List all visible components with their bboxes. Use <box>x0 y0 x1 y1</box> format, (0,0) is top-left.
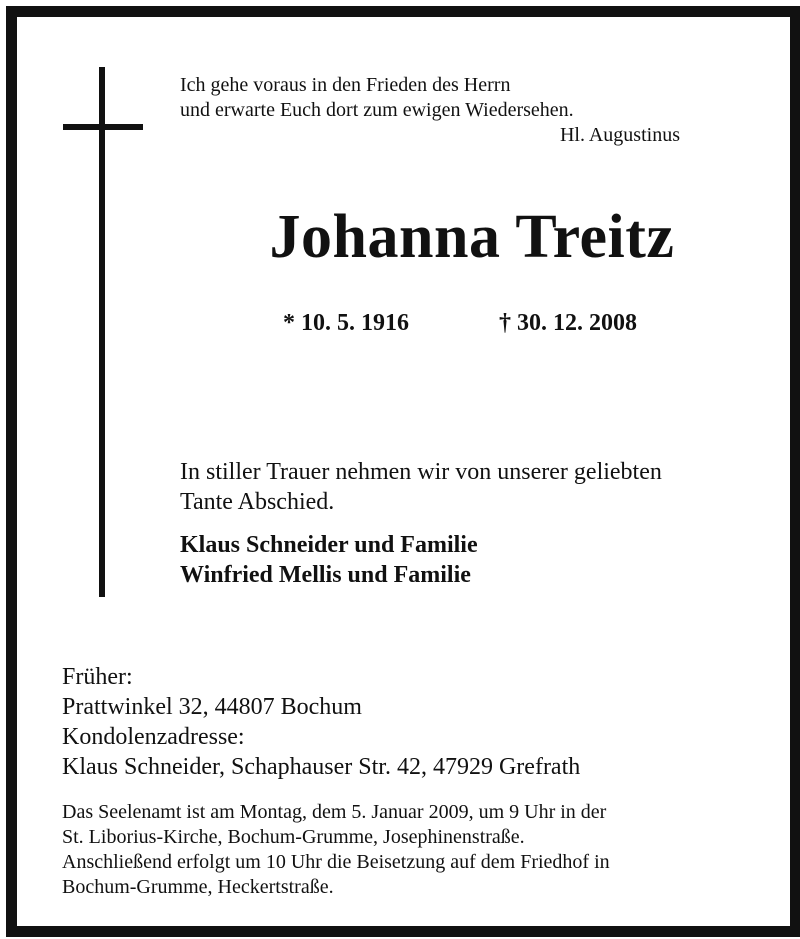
condolence-address: Klaus Schneider, Schaphauser Str. 42, 47929 Grefrath <box>62 754 581 780</box>
mourning-line-1: In stiller Trauer nehmen wir von unserer geliebten <box>180 459 662 485</box>
mourner: Winfried Mellis und Familie <box>180 562 471 588</box>
service-line-1: Das Seelenamt ist am Montag, dem 5. Januar 2009, um 9 Uhr in der <box>62 801 607 823</box>
obituary-frame <box>6 6 800 937</box>
service-line-3: Anschließend erfolgt um 10 Uhr die Beisetzung auf dem Friedhof in <box>62 851 610 873</box>
address-block <box>62 662 580 782</box>
mourners-list <box>180 530 478 590</box>
service-line-4: Bochum-Grumme, Heckertstraße. <box>62 876 334 898</box>
service-info <box>62 800 772 900</box>
quote-line-2: und erwarte Euch dort zum ewigen Wiedersehen. <box>180 99 574 121</box>
cross-icon-beam <box>63 124 143 130</box>
bible-quote <box>180 73 680 148</box>
former-address: Prattwinkel 32, 44807 Bochum <box>62 694 362 720</box>
death-date: † 30. 12. 2008 <box>499 310 637 336</box>
condolence-address-label: Kondolenzadresse: <box>62 724 245 750</box>
quote-author: Hl. Augustinus <box>559 124 680 146</box>
former-address-label: Früher: <box>62 664 133 690</box>
deceased-name: Johanna Treitz <box>269 203 675 271</box>
cross-icon <box>99 67 105 597</box>
mourner: Klaus Schneider und Familie <box>180 532 478 558</box>
quote-line-1: Ich gehe voraus in den Frieden des Herrn <box>180 74 511 96</box>
birth-date: * 10. 5. 1916 <box>283 310 409 336</box>
mourning-text <box>180 457 770 517</box>
mourning-line-2: Tante Abschied. <box>180 489 335 515</box>
service-line-2: St. Liborius-Kirche, Bochum-Grumme, Josephinenstraße. <box>62 826 525 848</box>
